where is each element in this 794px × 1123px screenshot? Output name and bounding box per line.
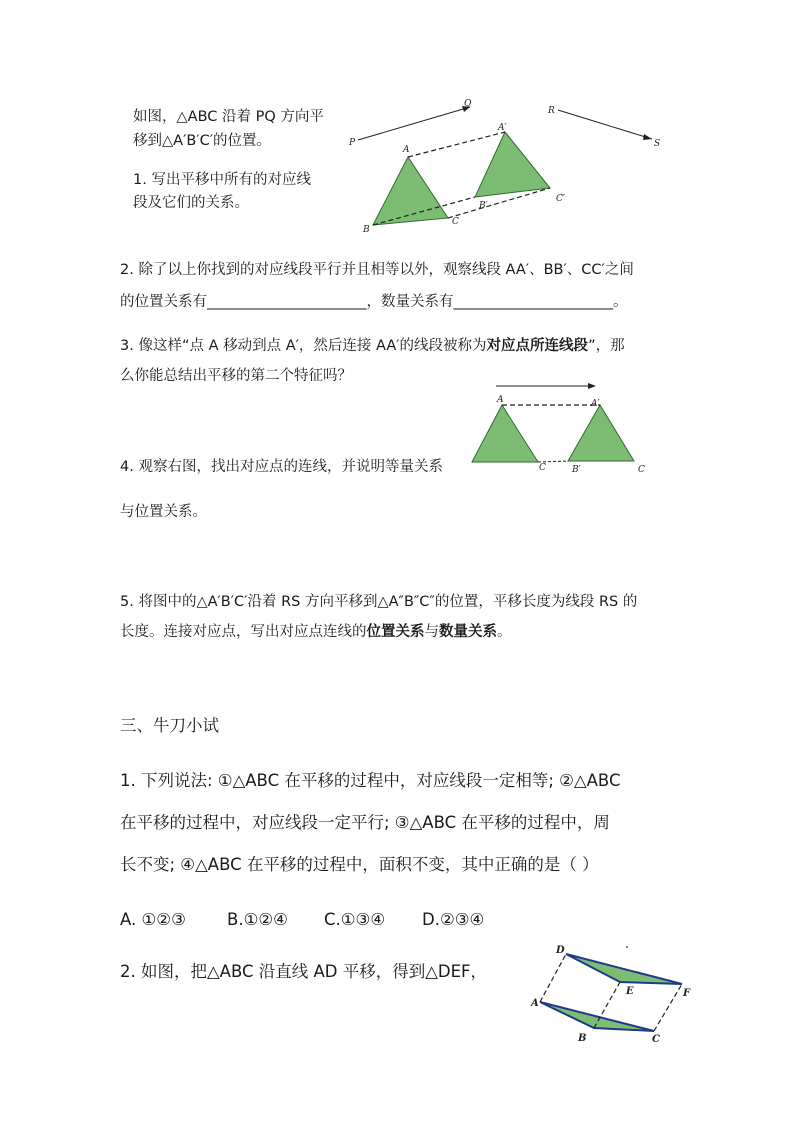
vector-rs (558, 110, 652, 140)
question-5-bold-position: 位置关系 (366, 624, 425, 640)
practice-1-line-2: 在平移的过程中，对应线段一定平行; ③△ABC 在平移的过程中，周 (120, 813, 610, 832)
label-b: B (363, 225, 370, 235)
label-b-prime-2: B′ (572, 465, 581, 475)
label-f: F (683, 988, 691, 999)
question-5-text-post: 。 (497, 624, 512, 640)
triangle-left (472, 405, 538, 462)
label-a-3: A (531, 998, 539, 1009)
label-c-3: C (652, 1034, 660, 1045)
option-c: C.①③④ (324, 910, 386, 929)
triangle-abc-3 (540, 1002, 654, 1031)
label-c: C (452, 217, 459, 227)
question-3-bold-term: 对应点所连线段 (486, 338, 589, 354)
figure-translation-pq (340, 95, 680, 240)
label-a-prime: A′ (498, 123, 507, 133)
label-c-prime: C′ (556, 194, 565, 204)
option-b: B.①②④ (227, 910, 288, 929)
question-1-line-2: 段及它们的关系。 (133, 195, 249, 211)
triangle-abc (373, 157, 448, 225)
question-3-line-2: 么你能总结出平移的第二个特征吗？ (120, 368, 352, 384)
triangle-def (566, 954, 682, 984)
question-5-line-1: 5. 将图中的△A′B′C′沿着 RS 方向平移到△A″B″C″的位置，平移长度为线段 RS 的 (120, 594, 638, 610)
label-s: S (654, 139, 661, 149)
small-dot (626, 946, 628, 948)
label-a-2: A (497, 395, 504, 405)
segment-aa1 (408, 132, 505, 157)
segment-cb1-dashed (538, 461, 568, 462)
label-c-prime-2: C (638, 465, 645, 475)
vector-pq (358, 106, 470, 140)
practice-1-line-3: 长不变; ④△ABC 在平移的过程中，面积不变，其中正确的是（ ） (120, 855, 599, 874)
option-a: A. ①②③ (120, 910, 186, 929)
question-4-line-1: 4. 观察右图，找出对应点的连线，并说明等量关系 (120, 459, 443, 475)
triangle-right (568, 405, 634, 461)
label-a-prime-2: A′ (591, 399, 600, 409)
figure-translation-right (462, 378, 662, 478)
figure-translation-ad (528, 940, 703, 1050)
option-d: D.②③④ (422, 910, 485, 929)
question-2-line-2: 的位置关系有______________________，数量关系有______________________。 (120, 294, 628, 310)
practice-2-line-1: 2. 如图，把△ABC 沿直线 AD 平移，得到△DEF， (120, 962, 488, 981)
question-2-line-1: 2. 除了以上你找到的对应线段平行并且相等以外，观察线段 AA′、BB′、CC′之间 (120, 262, 634, 278)
question-3-line-1 (120, 336, 625, 356)
question-5-text-pre: 长度。连接对应点，写出对应点连线的 (120, 624, 367, 640)
section-heading: 三、牛刀小试 (120, 716, 219, 735)
label-r: R (548, 106, 555, 116)
question-5-bold-quantity: 数量关系 (439, 624, 497, 640)
intro-line-1: 如图，△ABC 沿着 PQ 方向平 (133, 109, 324, 125)
question-3-text-post: ”，那 (588, 338, 625, 354)
question-4-line-2: 与位置关系。 (120, 504, 207, 520)
practice-1-line-1: 1. 下列说法: ①△ABC 在平移的过程中，对应线段一定相等; ②△ABC (120, 771, 621, 790)
segment-cf (654, 984, 682, 1031)
label-a: A (403, 145, 410, 155)
intro-line-2: 移到△A′B′C′的位置。 (133, 133, 272, 149)
triangle-a1b1c1 (475, 132, 550, 197)
label-c-2: C (539, 463, 546, 473)
translation-arrow (496, 383, 596, 389)
label-b-prime: B′ (479, 201, 488, 211)
label-d: D (556, 945, 565, 956)
question-1-line-1: 1. 写出平移中所有的对应线 (133, 172, 311, 188)
label-p: P (349, 138, 356, 148)
label-b-3: B (578, 1033, 587, 1044)
label-q: Q (464, 99, 472, 109)
label-e: E (626, 986, 634, 997)
question-3-text-pre: 3. 像这样“点 A 移动到点 A′，然后连接 AA′的线段被称为 (120, 338, 487, 354)
question-5-line-2 (120, 622, 512, 642)
question-5-text-mid: 与 (424, 624, 439, 640)
segment-ad (540, 954, 566, 1002)
